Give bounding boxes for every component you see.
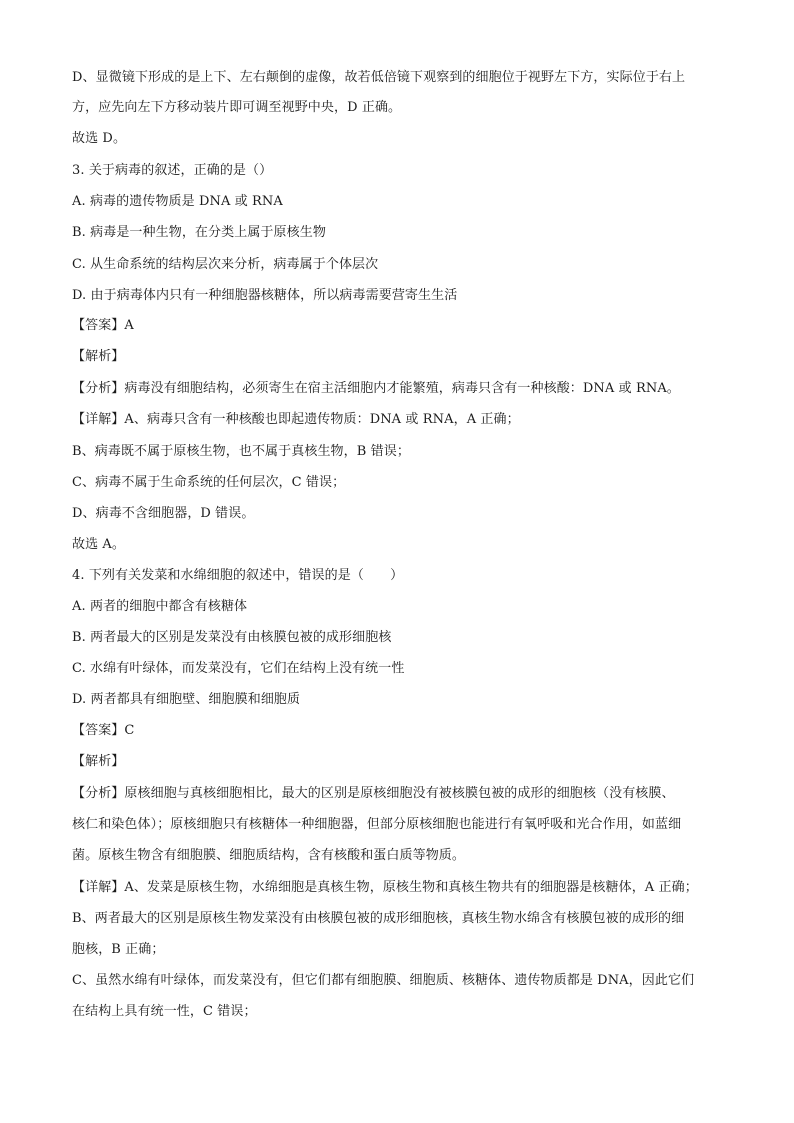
detail-line: B、两者最大的区别是原核生物发菜没有由核膜包被的成形细胞核，真核生物水绵含有核膜包被的成形的细 (72, 911, 685, 926)
answer-line: 【答案】A (72, 318, 134, 333)
detail-line: 胞核，B 正确； (72, 942, 165, 957)
option-b: B. 两者最大的区别是发菜没有由核膜包被的成形细胞核 (72, 630, 392, 645)
detail-line: C、病毒不属于生命系统的任何层次，C 错误； (72, 475, 346, 490)
option-c: C. 从生命系统的结构层次来分析，病毒属于个体层次 (72, 257, 379, 272)
analysis-line: 【分析】病毒没有细胞结构，必须寄生在宿主活细胞内才能繁殖，病毒只含有一种核酸：DNA 或 RNA。 (72, 381, 680, 396)
option-d: D. 由于病毒体内只有一种细胞器核糖体，所以病毒需要营寄生生活 (72, 288, 458, 303)
text-line: 故选 A。 (72, 537, 126, 552)
text-line: 故选 D。 (72, 131, 127, 146)
option-a: A. 病毒的遗传物质是 DNA 或 RNA (72, 194, 283, 209)
answer-line: 【答案】C (72, 723, 135, 738)
analysis-heading: 【解析】 (72, 349, 125, 364)
text-line: D、显微镜下形成的是上下、左右颠倒的虚像，故若低倍镜下观察到的细胞位于视野左下方，实际位于右上 (72, 70, 686, 85)
detail-line: 在结构上具有统一性，C 错误； (72, 1004, 257, 1019)
detail-line: C、虽然水绵有叶绿体，而发菜没有，但它们都有细胞膜、细胞质、核糖体、遗传物质都是 DNA，因此它们 (72, 973, 695, 988)
detail-line: B、病毒既不属于原核生物，也不属于真核生物，B 错误； (72, 444, 410, 459)
detail-line: 【详解】A、发菜是原核生物，水绵细胞是真核生物，原核生物和真核生物共有的细胞器是核糖体，A 正确； (72, 880, 698, 895)
analysis-line: 菌。原核生物含有细胞膜、细胞质结构，含有核酸和蛋白质等物质。 (72, 848, 466, 863)
question-4-stem: 4. 下列有关发菜和水绵细胞的叙述中，错误的是（ ） (72, 568, 404, 583)
detail-line: 【详解】A、病毒只含有一种核酸也即起遗传物质：DNA 或 RNA，A 正确； (72, 412, 520, 427)
text-line: 方，应先向左下方移动装片即可调至视野中央，D 正确。 (72, 100, 402, 115)
option-c: C. 水绵有叶绿体，而发菜没有，它们在结构上没有统一性 (72, 661, 405, 676)
option-d: D. 两者都具有细胞壁、细胞膜和细胞质 (72, 692, 301, 707)
option-b: B. 病毒是一种生物，在分类上属于原核生物 (72, 225, 326, 240)
detail-line: D、病毒不含细胞器，D 错误。 (72, 506, 255, 521)
analysis-heading: 【解析】 (72, 754, 125, 769)
analysis-line: 【分析】原核细胞与真核细胞相比，最大的区别是原核细胞没有被核膜包被的成形的细胞核（没有核膜、 (72, 786, 675, 801)
question-3-stem: 3. 关于病毒的叙述，正确的是（） (72, 163, 273, 178)
analysis-line: 核仁和染色体）；原核细胞只有核糖体一种细胞器，但部分原核细胞也能进行有氧呼吸和光合作用，如蓝细 (72, 817, 682, 832)
option-a: A. 两者的细胞中都含有核糖体 (72, 599, 248, 614)
